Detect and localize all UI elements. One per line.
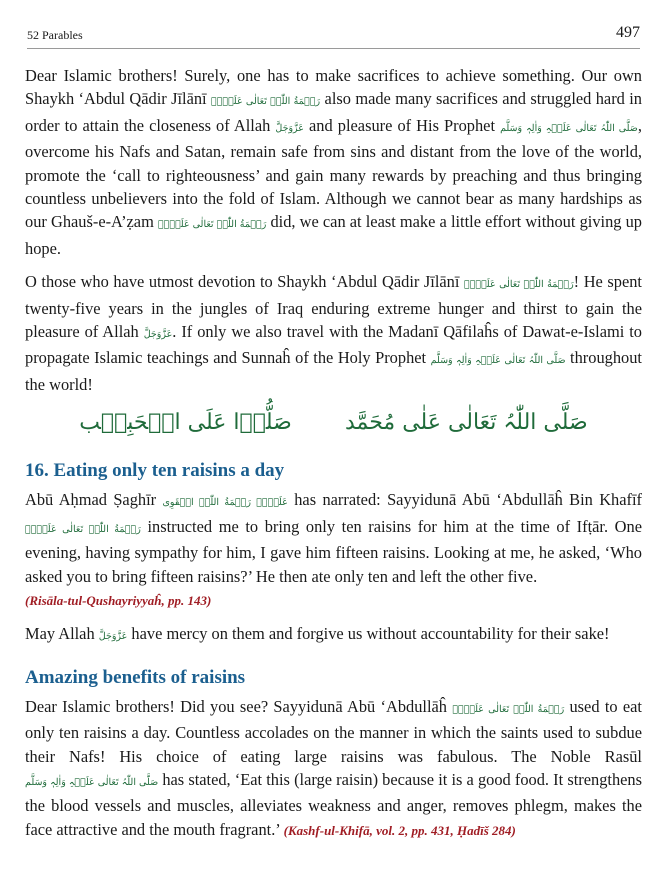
text-run: and pleasure of His Prophet xyxy=(303,115,501,135)
text-run: have mercy on them and forgive us without accountability for their sake! xyxy=(127,624,610,644)
text-run: used to eat only ten raisins a day. Countless accolades on the manner in which the saints used to subdue their Nafs! His choice of eating large raisins was fabulous. The Noble Rasūl xyxy=(25,696,642,766)
paragraph-mercy xyxy=(25,622,642,648)
text-run: instructed me to bring only ten raisins for him at the time of Ifṭār. One evening, having sympathy for him, I gave him fifteen raisins. Looking at me, he asked, ‘Who asked you to bring fifteen raisins?’ He then ate only ten and left the other five. xyxy=(25,516,642,586)
running-title: 52 Parables xyxy=(27,28,83,42)
text-run: O those who have utmost devotion to Shaykh ‘Abdul Qādir Jīlānī xyxy=(25,272,464,292)
citation-line xyxy=(25,588,642,612)
citation-kashf-ul-khifa: (Kashf-ul-Khifā, vol. 2, pp. 431, Ḥadīš 284) xyxy=(283,822,516,838)
arabic-honorific-rahmatullah: رَحۡمَةُ اللّٰہِ تَعَالٰی عَلَیۡہِ xyxy=(157,219,267,231)
arabic-honorific-azza-wa-jalla: عَزَّوَجَلَّ xyxy=(143,329,173,341)
text-run: Abū Aḥmad Ṣaghīr xyxy=(25,490,163,510)
text-run: has stated, ‘Eat this (large raisin) because it is a good food. It strengthens the blood vessels and muscles, alleviates weakness and anger, removes phlegm, makes the face attractive and the mouth fragrant.’ xyxy=(25,769,643,839)
page-number: 497 xyxy=(616,24,640,41)
text-run: did, we can at least make a little effort without giving up hope. xyxy=(25,212,642,258)
section-heading-benefits-of-raisins: Amazing benefits of raisins xyxy=(25,666,246,688)
salla-ala-muhammad-text: صَلَّی اللّٰہُ تَعَالٰی عَلٰی مُحَمَّد xyxy=(344,410,588,436)
citation-qushayriyyah: (Risāla-tul-Qushayriyyaĥ, pp. 143) xyxy=(25,592,212,608)
text-run: throughout the world! xyxy=(25,348,642,394)
arabic-honorific-sallallahu: صَلَّی اللّٰہُ تَعَالٰی عَلَیۡہِ وَاٰلِہٖ وَسَلَّم xyxy=(430,355,566,367)
text-run: May Allah xyxy=(25,624,99,644)
page-header xyxy=(27,22,640,49)
salat-line xyxy=(25,410,642,448)
salu-alal-habib-text: صَلُّوۡا عَلَی الۡحَبِیۡب xyxy=(79,410,292,436)
paragraph-sacrifices xyxy=(25,64,642,260)
arabic-honorific-sallallahu: صَلَّی اللّٰہُ تَعَالٰی عَلَیۡہِ وَاٰلِہٖ وَسَلَّم xyxy=(500,122,638,134)
text-run: ! He spent twenty-five years in the jungles of Iraq enduring extreme hunger and thirst to gain the pleasure of Allah xyxy=(25,272,642,342)
arabic-honorific-rahmatullah: رَحۡمَةُ اللّٰہِ تَعَالٰی عَلَیۡہِ xyxy=(464,279,574,291)
text-run: Dear Islamic brothers! Did you see? Sayyidunā Abū ‘Abdullāĥ xyxy=(25,696,453,716)
text-run: . If only we also travel with the Madanī Qāfilaĥs of Dawat-e-Islami to propagate Islamic teachings and Sunnaĥ of the Holy Prophet xyxy=(25,322,643,368)
paragraph-devotion xyxy=(25,270,642,396)
section-heading-ten-raisins: 16. Eating only ten raisins a day xyxy=(25,460,285,482)
arabic-honorific-alayhi-rahmatullah: عَلَیۡہِ رَحۡمَةُ اللّٰہِ الۡقَوِی xyxy=(162,497,288,509)
text-run: also made many sacrifices and struggled hard in order to attain the closeness of Allah xyxy=(25,89,643,135)
text-run: Dear Islamic brothers! Surely, one has to make sacrifices to achieve something. Our own Shaykh ‘Abdul Qādir Jīlānī xyxy=(25,66,642,109)
page-body xyxy=(25,64,642,842)
arabic-honorific-azza-wa-jalla: عَزَّوَجَلَّ xyxy=(98,631,128,643)
arabic-honorific-azza-wa-jalla: عَزَّوَجَلَّ xyxy=(275,122,304,134)
text-run: , overcome his Nafs and Satan, remain safe from sins and distant from the love of the world, promote the ‘call to righteousness’ and gain many rewards by preaching and thus bringing countless unbelievers into the fold of Islam. Although we cannot bear as many hardships as our Ghauš-e-A’ẓam xyxy=(25,115,642,232)
paragraph-ten-raisins xyxy=(25,488,642,588)
text-run: has narrated: Sayyidunā Abū ‘Abdullāĥ Bin Khafīf xyxy=(287,490,642,510)
paragraph-benefits xyxy=(25,695,642,842)
arabic-honorific-rahmatullah: رَحۡمَةُ اللّٰہِ تَعَالٰی عَلَیۡہِ xyxy=(452,703,565,715)
arabic-honorific-sallallahu: صَلَّی اللّٰہُ تَعَالٰی عَلَیۡہِ وَاٰلِہٖ وَسَلَّم xyxy=(25,776,159,788)
arabic-honorific-rahmatullah: رَحۡمَةُ اللّٰہِ تَعَالٰی عَلَیۡہِ xyxy=(25,523,141,535)
arabic-honorific-rahmatullah: رَحۡمَةُ اللّٰہِ تَعَالٰی عَلَیۡہِ xyxy=(211,96,321,108)
